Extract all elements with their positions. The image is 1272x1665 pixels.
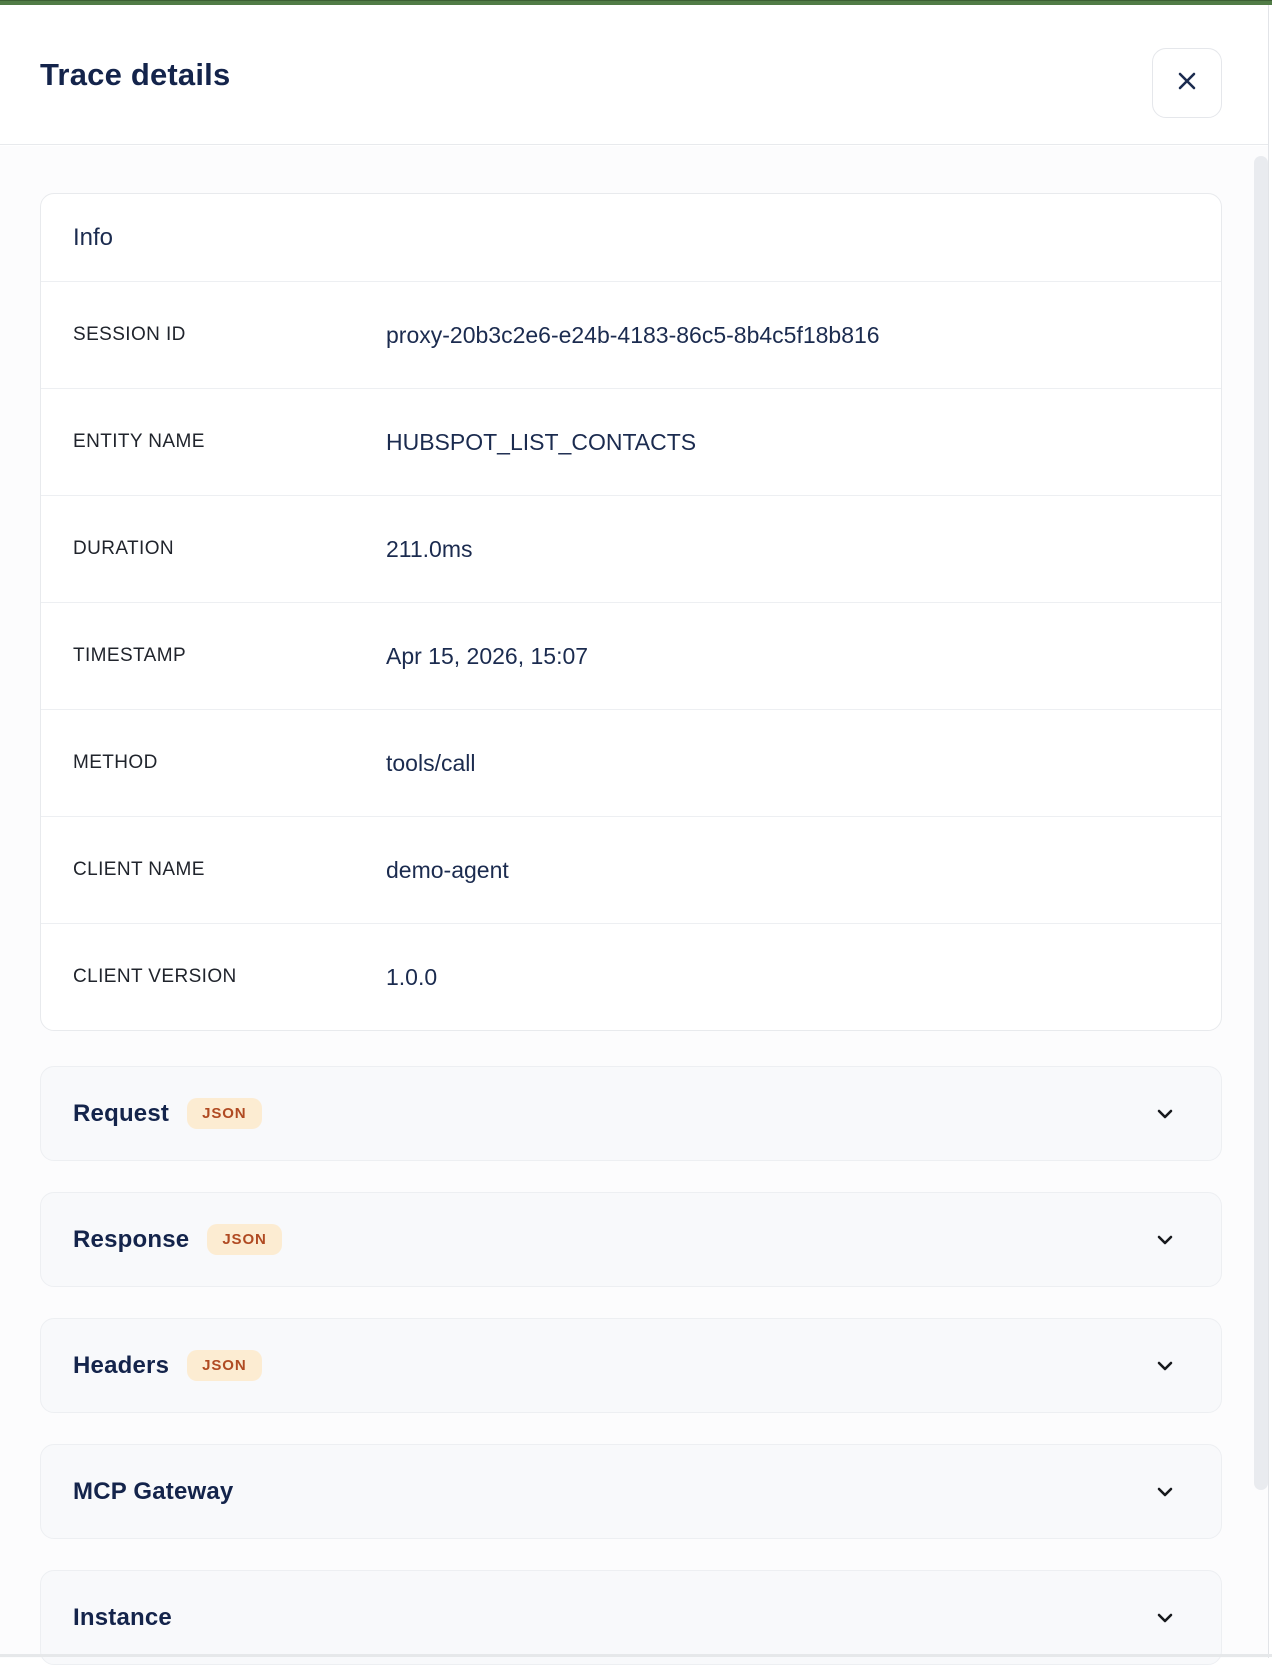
row-value: Apr 15, 2026, 15:07 [386,642,589,669]
chevron-down-icon [1153,1228,1177,1252]
row-value: demo-agent [386,856,509,883]
table-row-client-name [41,816,1221,923]
panel-right-edge [1268,0,1269,1658]
panel-bottom-edge [0,1654,1272,1657]
row-label: CLIENT NAME [73,859,205,880]
chevron-down-icon [1153,1480,1177,1504]
section-title: Headers [73,1351,170,1379]
chevron-down-icon [1153,1102,1177,1126]
scrollbar-thumb[interactable] [1254,156,1268,1490]
info-section-title: Info [73,223,114,251]
close-icon [1174,68,1200,99]
row-label: METHOD [73,752,158,773]
table-row-timestamp [41,602,1221,709]
close-button[interactable] [1152,48,1222,118]
section-request[interactable] [40,1066,1222,1161]
section-title: Request [73,1099,170,1127]
table-row-method [41,709,1221,816]
section-response[interactable] [40,1192,1222,1287]
section-title: Response [73,1225,190,1253]
row-label: CLIENT VERSION [73,966,237,987]
page-title: Trace details [40,57,231,92]
row-label: DURATION [73,538,175,559]
table-row-session-id [41,281,1221,388]
json-badge: JSON [187,1098,261,1129]
json-badge: JSON [207,1224,281,1255]
info-card [40,193,1222,1031]
json-badge: JSON [187,1350,261,1381]
row-value: 211.0ms [386,535,473,562]
chevron-down-icon [1153,1606,1177,1630]
table-row-client-version [41,923,1221,1030]
row-label: SESSION ID [73,324,186,345]
table-row-duration [41,495,1221,602]
section-headers[interactable] [40,1318,1222,1413]
section-mcp-gateway[interactable] [40,1444,1222,1539]
section-title: Instance [73,1603,172,1631]
row-label: TIMESTAMP [73,645,187,666]
top-accent-bar [0,0,1272,5]
row-value: HUBSPOT_LIST_CONTACTS [386,428,697,455]
row-value: 1.0.0 [386,963,438,990]
table-row-entity-name [41,388,1221,495]
row-value: tools/call [386,749,476,776]
section-title: MCP Gateway [73,1477,234,1505]
section-instance[interactable] [40,1570,1222,1665]
row-value: proxy-20b3c2e6-e24b-4183-86c5-8b4c5f18b816 [386,321,880,348]
row-label: ENTITY NAME [73,431,205,452]
trace-details-header [0,5,1268,145]
chevron-down-icon [1153,1354,1177,1378]
